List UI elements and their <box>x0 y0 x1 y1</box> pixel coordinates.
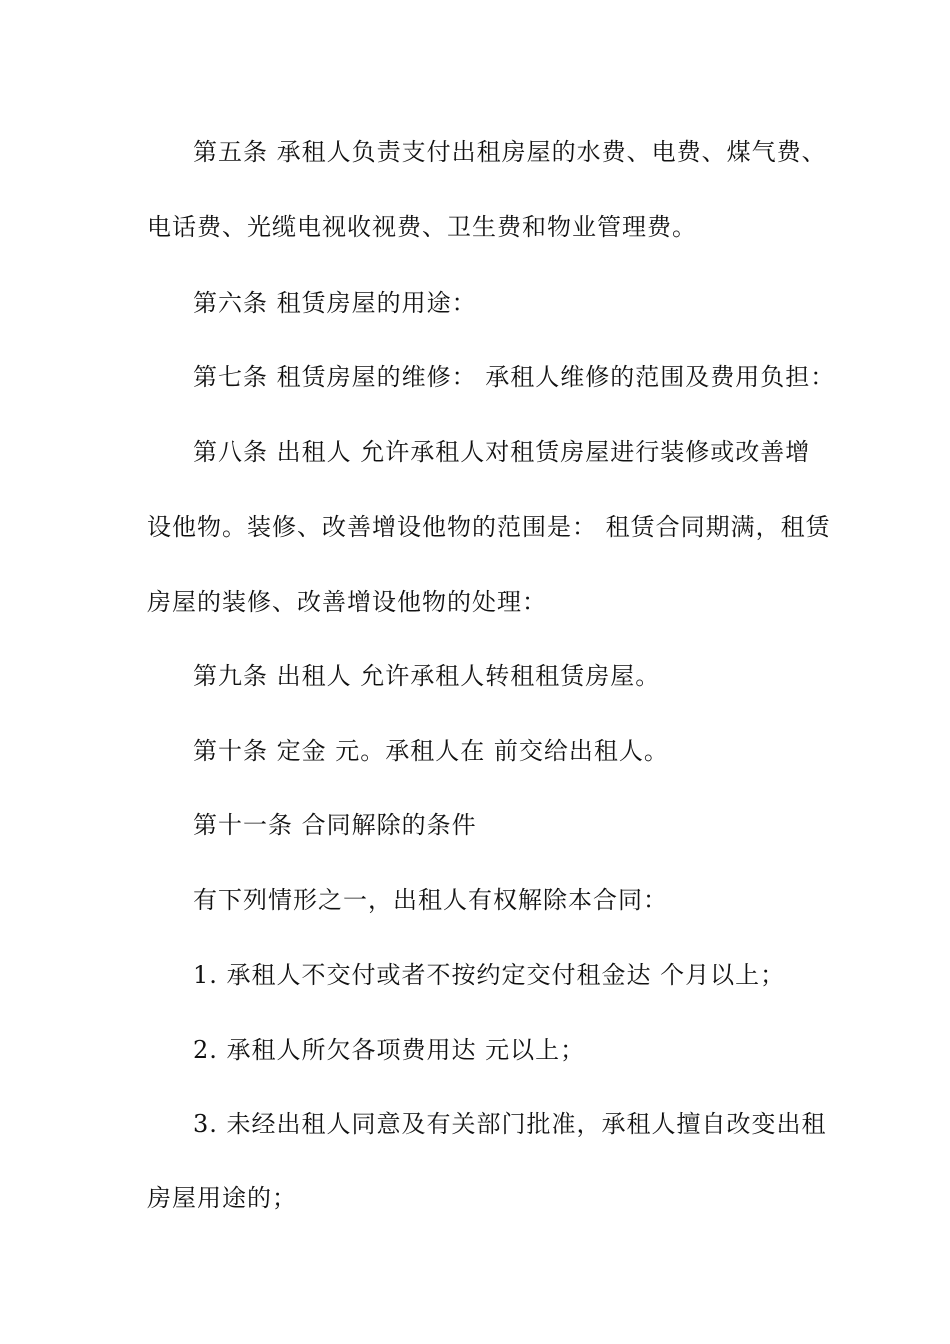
paragraph-line: 第五条 承租人负责支付出租房屋的水费、电费、煤气费、 <box>193 138 827 166</box>
paragraph-line: 第六条 租赁房屋的用途： <box>193 289 477 317</box>
paragraph-line: 第八条 出租人 允许承租人对租赁房屋进行装修或改善增 <box>193 438 811 466</box>
paragraph-line: 3. 未经出租人同意及有关部门批准，承租人擅自改变出租 <box>193 1110 827 1138</box>
paragraph-line: 房屋的装修、改善增设他物的处理： <box>147 588 547 616</box>
paragraph-line: 第十一条 合同解除的条件 <box>193 811 477 839</box>
paragraph-line: 电话费、光缆电视收视费、卫生费和物业管理费。 <box>147 213 697 241</box>
paragraph-line: 第十条 定金 元。承租人在 前交给出租人。 <box>193 737 669 765</box>
paragraph-line: 1. 承租人不交付或者不按约定交付租金达 个月以上； <box>193 961 786 989</box>
paragraph-line: 第九条 出租人 允许承租人转租租赁房屋。 <box>193 662 661 690</box>
paragraph-line: 2. 承租人所欠各项费用达 元以上； <box>193 1036 586 1064</box>
paragraph-line: 设他物。装修、改善增设他物的范围是： 租赁合同期满，租赁 <box>147 513 831 541</box>
paragraph-line: 有下列情形之一，出租人有权解除本合同： <box>193 886 668 914</box>
paragraph-line: 第七条 租赁房屋的维修： 承租人维修的范围及费用负担： <box>193 363 836 391</box>
paragraph-line: 房屋用途的； <box>147 1184 297 1212</box>
